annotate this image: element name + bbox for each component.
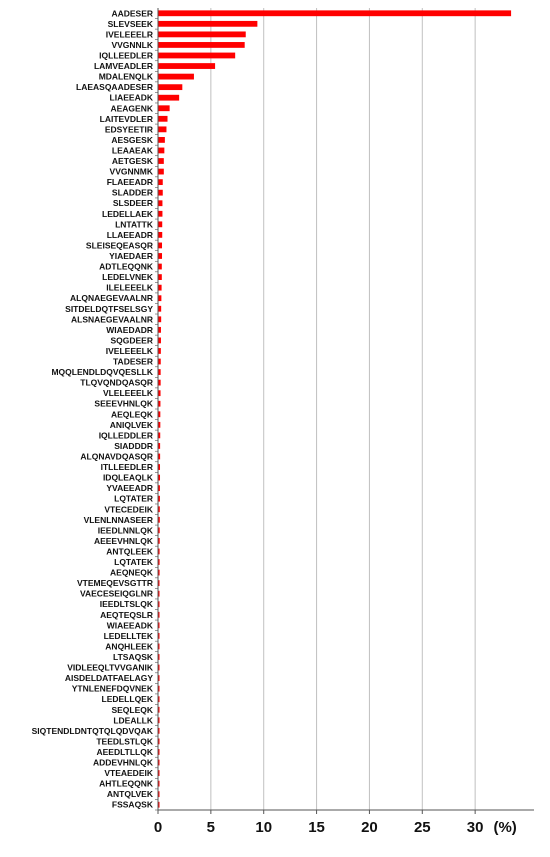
category-label: ANQHLEEK [105,641,153,652]
category-label: ALSNAEGEVAALNR [70,314,153,325]
category-label: LLAEEADR [106,229,153,240]
bar [158,285,162,291]
category-label: ADDEVHNLQK [93,757,153,768]
category-label: VTEMEQEVSGTTR [76,578,153,589]
x-tick-label: 30 [466,819,484,836]
category-label: ALQNAEGEVAALNR [70,293,153,304]
category-label: AETGESK [111,156,153,167]
bar [158,200,162,206]
category-label: VTEAEDEIK [104,768,153,779]
bar [158,53,235,59]
category-label: AEQNEQK [110,567,153,578]
category-label: YTNLENEFDQVNEK [71,683,153,694]
category-label: ANTQLVEK [106,789,153,800]
x-tick-label: 0 [153,819,163,836]
category-label: IDQLEAQLK [102,472,153,483]
category-label: LAEASQAADESER [76,82,153,93]
category-label: SLEVSEEK [107,18,153,29]
category-label: LTSAQSK [113,651,153,662]
bar [158,211,162,217]
category-label: EDSYEETIR [104,124,153,135]
x-tick-label: 20 [361,819,378,836]
category-label: IEEDLNNLQK [97,525,153,536]
category-label: YVAEEADR [106,483,153,494]
category-label: ILELEEELK [106,282,153,293]
category-label: LEDELLTEK [103,630,153,641]
category-label: SLSDEER [112,198,153,209]
bar [158,232,162,238]
bar [158,126,166,132]
category-label: FSSAQSK [111,799,153,810]
category-label: ANTQLEEK [106,546,153,557]
category-label: VVGNNMK [109,166,153,177]
category-label: SIADDDR [114,440,153,451]
category-label: ADTLEQQNK [99,261,153,272]
bar [158,158,164,164]
category-label: AEEEVHNLQK [93,535,153,546]
bar [158,10,511,16]
category-label: VLENLNNASEER [83,514,153,525]
bar [158,137,165,143]
category-label: ALQNAVDQASQR [80,451,153,462]
axes [155,8,534,814]
category-label: ITLLEEDLER [100,462,153,473]
category-label: IVELEEELK [105,345,153,356]
category-label: YIAEDAER [109,250,153,261]
bar [158,264,162,270]
category-label: TLQVQNDQASQR [80,377,153,388]
bar [158,295,161,301]
category-label: SITDELDQTFSELSGY [65,303,153,314]
category-label: LQTATEK [114,557,153,568]
category-label: AEQTEQSLR [100,609,153,620]
bar [158,105,170,111]
category-label: SEQLEQK [111,704,153,715]
bar [158,243,162,249]
category-label: LDEALLK [113,715,153,726]
bar [158,190,163,196]
category-label: VAECESEIQGLNR [79,588,153,599]
bar [158,116,168,122]
category-label: VVGNNLK [111,39,153,50]
category-label: LEAAEAK [111,145,153,156]
category-label: AEAGENK [110,103,153,114]
category-label: AHTLEQQNK [99,778,153,789]
category-label: ANIQLVEK [109,419,153,430]
bar [158,84,182,90]
bar [158,74,194,80]
category-label: AADESER [111,8,153,19]
category-label: SQGDEER [110,335,153,346]
category-label: WIAEDADR [106,324,153,335]
bar [158,179,163,185]
category-label: LEDELLQEK [101,694,153,705]
bar [158,63,215,69]
x-tick-label: 10 [255,819,273,836]
category-label: LQTATER [114,493,153,504]
category-label: IQLLEDDLER [98,430,153,441]
category-label: MDALENQLK [98,71,153,82]
category-label: LAMVEADLER [93,61,153,72]
category-label: SLEISEQEASQR [85,240,153,251]
category-labels [32,8,154,809]
category-label: IEEDLTSLQK [99,599,153,610]
bar [158,31,246,37]
category-label: LAITEVDLER [99,113,153,124]
category-label: IVELEEELR [105,29,153,40]
category-label: SIQTENDLDNTQTQLQDVQAK [31,725,153,736]
x-tick-label: 5 [206,819,216,836]
category-label: TEEDLSTLQK [96,736,153,747]
category-label: VIDLEEQLTVVGANIK [67,662,153,673]
bar [158,169,164,175]
bar [158,253,162,259]
category-label: SEEEVHNLQK [94,398,153,409]
category-label: MQQLENDLDQVQESLLK [51,367,153,378]
bar [158,21,257,27]
category-label: FLAEEADR [106,177,153,188]
category-label: TADESER [113,356,153,367]
category-label: LIAEEADK [109,92,153,103]
category-label: AEEDLTLLQK [96,746,153,757]
category-label: SLADDER [111,187,153,198]
gridlines [211,8,475,810]
category-label: LNTATTK [115,219,153,230]
category-label: LEDELVNEK [102,272,153,283]
category-label: VLELEEELK [102,388,153,399]
category-label: VTECEDEIK [104,504,153,515]
x-axis-unit-label: (%) [493,819,517,836]
bar [158,42,245,48]
x-tick-label: 25 [413,819,431,836]
bar [158,274,162,280]
category-label: AESGESK [111,134,153,145]
bar [158,95,179,101]
bar [158,148,164,154]
x-tick-label: 15 [308,819,325,836]
category-label: LEDELLAEK [102,208,153,219]
x-tick-labels [154,819,484,836]
bar [158,221,162,227]
category-label: AISDELDATFAELAGY [64,673,153,684]
category-label: WIAEEADK [106,620,153,631]
category-label: IQLLEEDLER [99,50,153,61]
category-label: AEQLEQK [110,409,153,420]
